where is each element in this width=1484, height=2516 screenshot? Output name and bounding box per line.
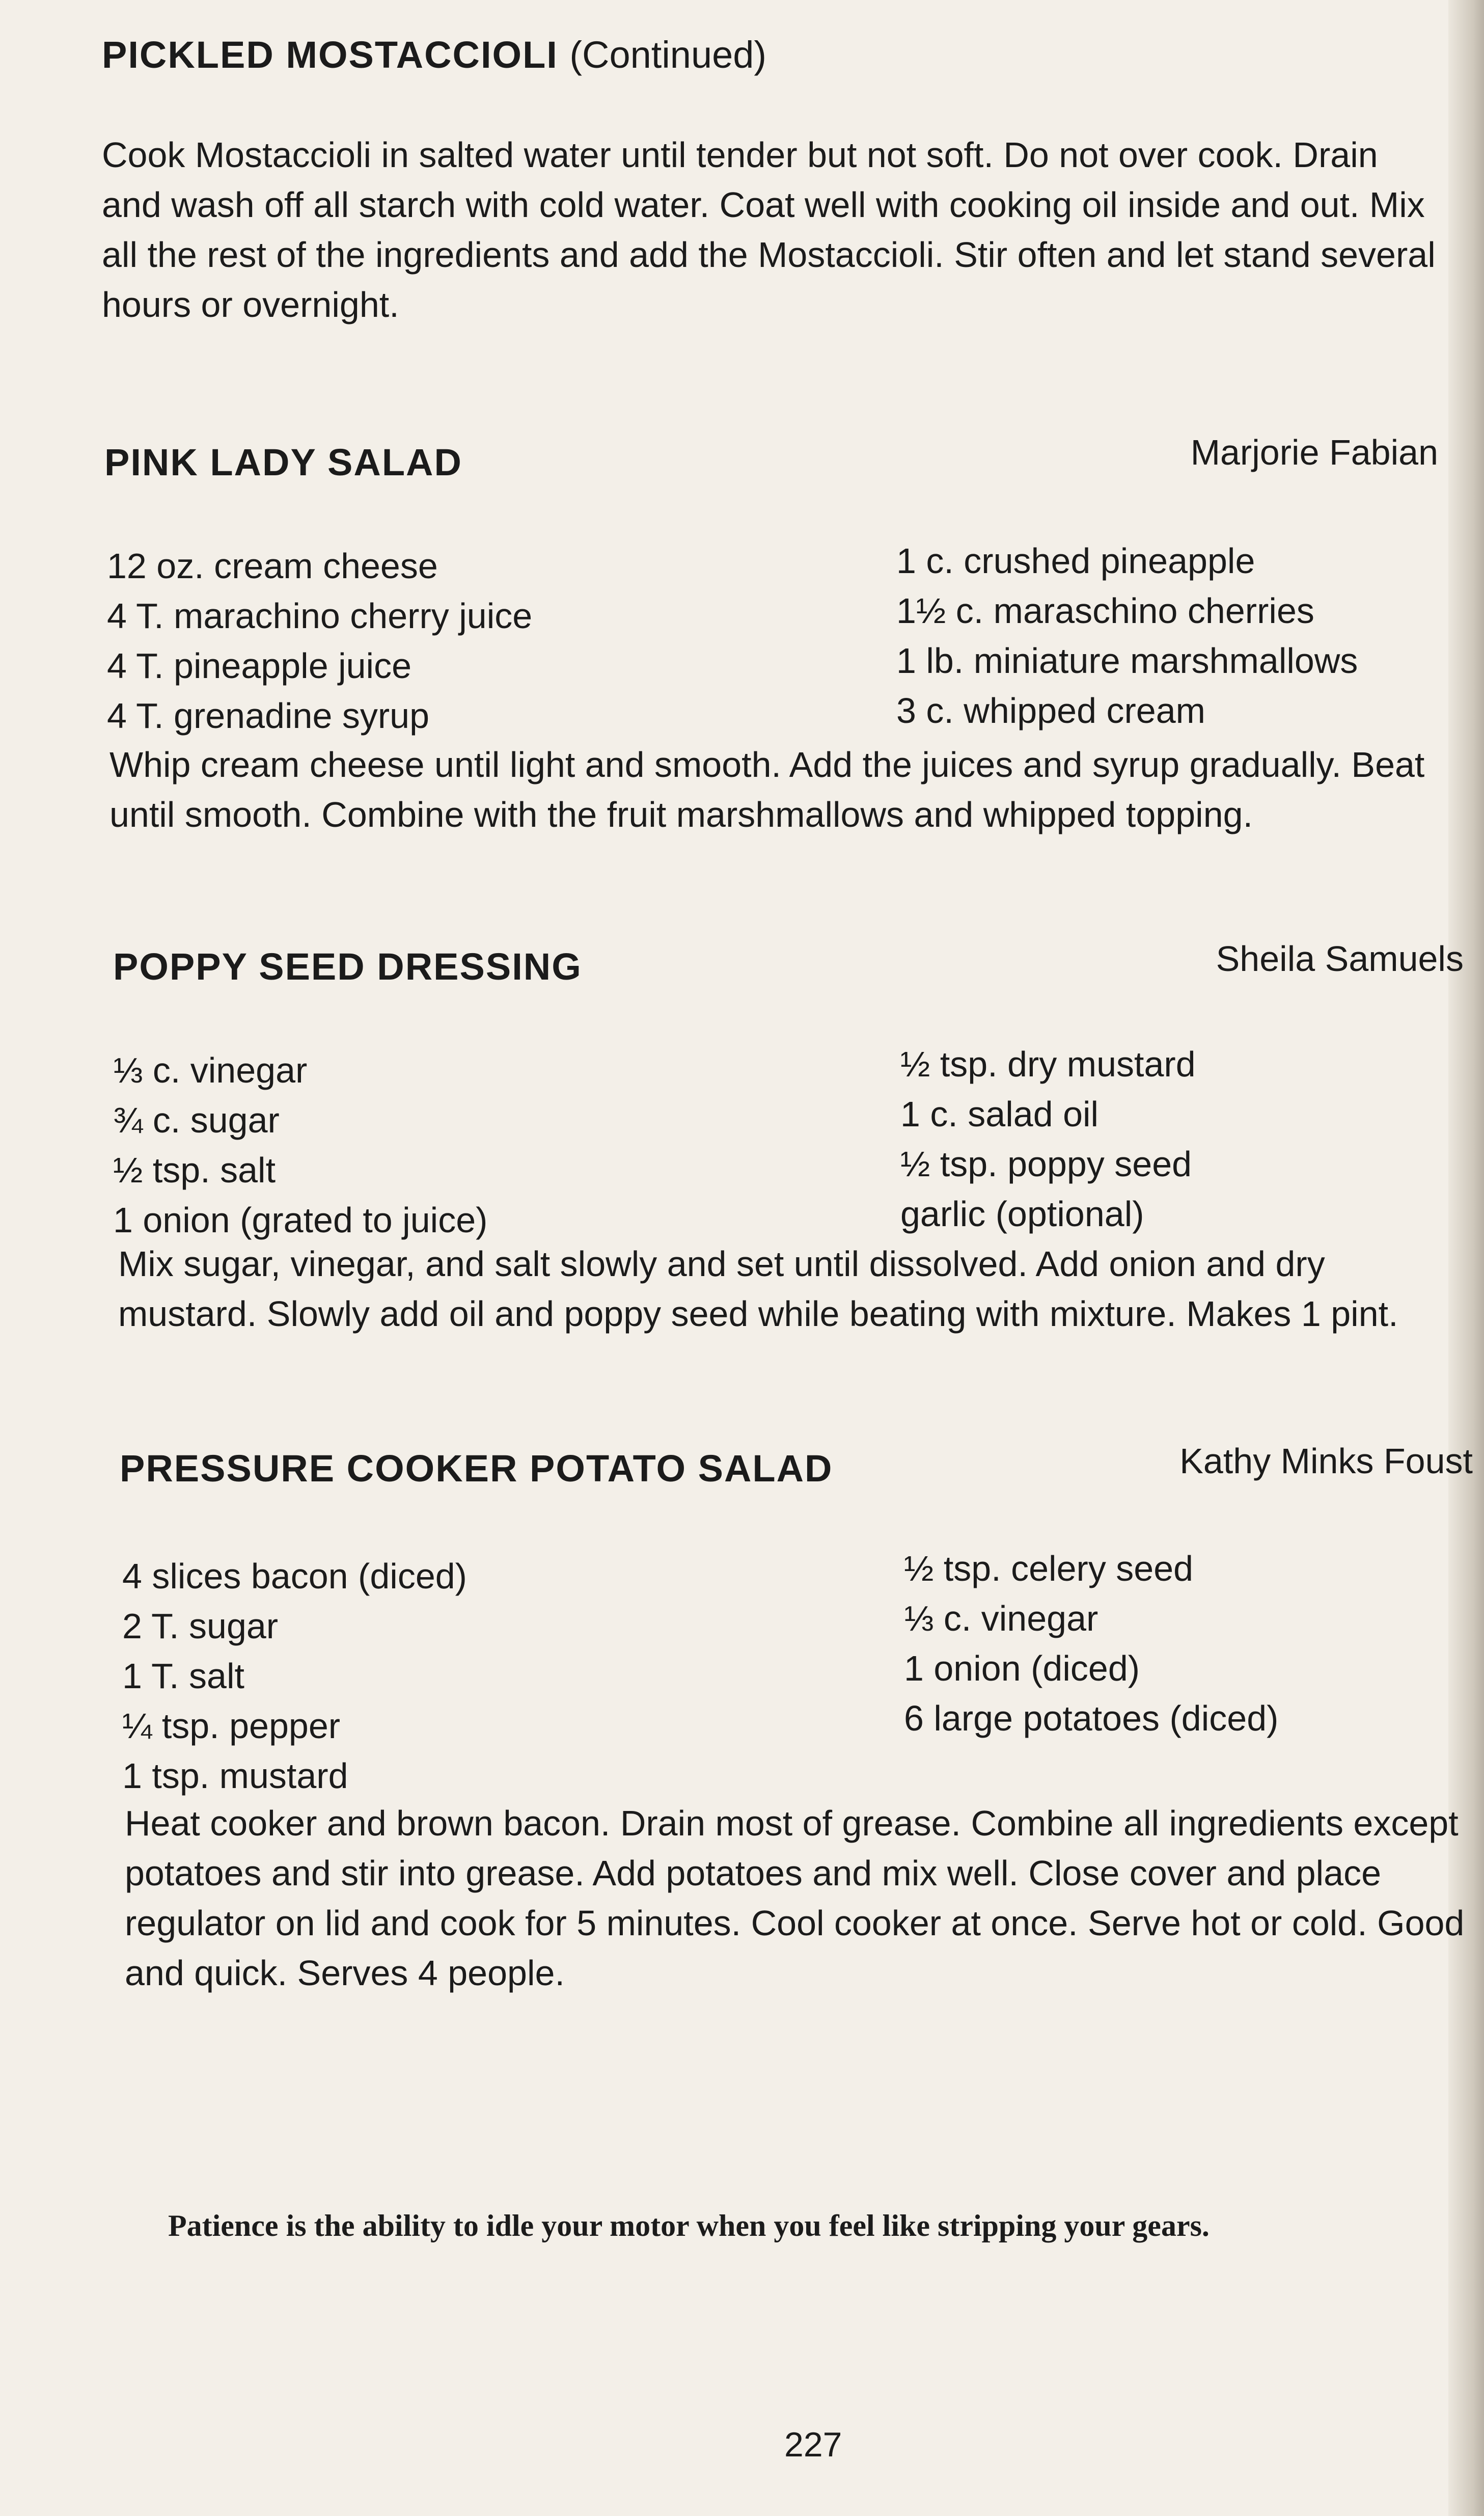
recipe-directions: Heat cooker and brown bacon. Drain most of grease. Combine all ingredients except potatoes and stir into grease. Add potatoes and mix well. Close cover and place regulator on lid and cook for 5 minutes. Cool cooker at once. Serve hot or cold. Good and quick. Serves 4 people.	[125, 1803, 1465, 1993]
ingredient: 3 c. whipped cream	[896, 691, 1205, 731]
recipe-title: POPPY SEED DRESSING	[113, 945, 582, 988]
ingredients-left	[107, 541, 532, 741]
ingredient: ¾ c. sugar	[113, 1100, 280, 1140]
recipe-author: Sheila Samuels	[1216, 939, 1464, 979]
ingredient: 4 T. grenadine syrup	[107, 696, 430, 736]
recipe-continued-label: (Continued)	[569, 34, 767, 76]
recipe-directions: Whip cream cheese until light and smooth. Add the juices and syrup gradually. Beat until smooth. Combine with the fruit marshmallows and whipped topping.	[109, 745, 1425, 834]
ingredient: 1 T. salt	[122, 1656, 244, 1696]
ingredient: 4 T. marachino cherry juice	[107, 596, 533, 636]
recipe-title-text: PICKLED MOSTACCIOLI	[102, 34, 558, 76]
recipe-directions: Cook Mostaccioli in salted water until tender but not soft. Do not over cook. Drain and wash off all starch with cold water. Coat well with cooking oil inside and out. Mix all the rest of the ingredients and add the Mostaccioli. Stir often and let stand several hours or overnight.	[102, 135, 1436, 324]
recipe-author: Kathy Minks Foust	[1179, 1441, 1473, 1481]
page-number: 227	[784, 2425, 842, 2464]
ingredient: garlic (optional)	[900, 1194, 1144, 1234]
ingredient: ½ tsp. salt	[113, 1150, 276, 1190]
ingredient: 1½ c. maraschino cherries	[896, 591, 1314, 631]
recipe-title: PINK LADY SALAD	[104, 441, 462, 483]
ingredient: 4 slices bacon (diced)	[122, 1556, 467, 1596]
ingredients-right	[900, 1039, 1196, 1239]
ingredient: ½ tsp. poppy seed	[900, 1144, 1192, 1184]
ingredients-left	[122, 1551, 467, 1801]
recipe-title: PRESSURE COOKER POTATO SALAD	[120, 1447, 833, 1490]
ingredients-right	[896, 536, 1358, 736]
recipe-directions: Mix sugar, vinegar, and salt slowly and set until dissolved. Add onion and dry mustard. Slowly add oil and poppy seed while beating with mixture. Makes 1 pint.	[118, 1244, 1398, 1334]
ingredient: ⅓ c. vinegar	[904, 1599, 1098, 1638]
ingredient: 1 onion (diced)	[904, 1648, 1140, 1688]
ingredient: 1 c. crushed pineapple	[896, 541, 1255, 581]
ingredient: 2 T. sugar	[122, 1606, 279, 1646]
ingredients-left	[113, 1045, 487, 1245]
ingredient: ½ tsp. celery seed	[904, 1549, 1194, 1588]
ingredient: 1 c. salad oil	[900, 1094, 1099, 1134]
ingredient: 4 T. pineapple juice	[107, 646, 412, 686]
ingredient: 1 tsp. mustard	[122, 1756, 348, 1796]
footer-quote: Patience is the ability to idle your motor when you feel like stripping your gears.	[168, 2209, 1210, 2242]
ingredient: 6 large potatoes (diced)	[904, 1698, 1279, 1738]
ingredient: ¼ tsp. pepper	[122, 1706, 341, 1746]
ingredients-right	[904, 1544, 1278, 1743]
ingredient: 1 lb. miniature marshmallows	[896, 641, 1358, 681]
ingredient: 12 oz. cream cheese	[107, 546, 438, 586]
ingredient: 1 onion (grated to juice)	[113, 1200, 488, 1240]
ingredient: ⅓ c. vinegar	[113, 1050, 308, 1090]
recipe-author: Marjorie Fabian	[1190, 432, 1438, 472]
ingredient: ½ tsp. dry mustard	[900, 1044, 1196, 1084]
recipe-title	[102, 33, 766, 76]
